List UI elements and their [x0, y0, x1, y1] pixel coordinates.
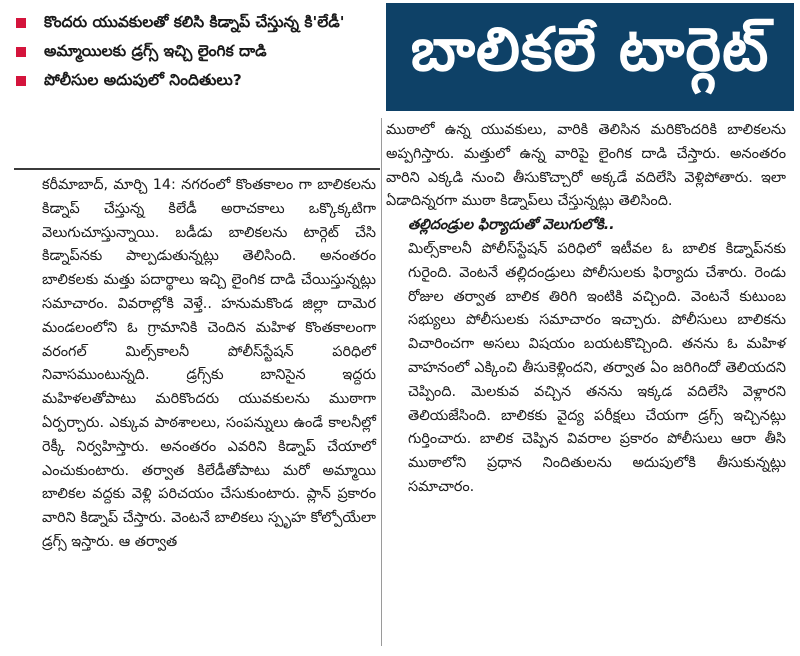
article-paragraph: ముఠాలో ఉన్న యువకులు, వారికి తెలిసిన మరికొందరికి బాలికలను అప్పగిస్తారు. మత్తులో ఉన్న వారిపై లైంగిక దాడి చేస్తారు. అనంతరం వారిని ఎక్కడి నుంచి తీసుకొచ్చారో అక్కడే వదిలేసి వెళ్లిపోతారు. ఇలా ఏడాదిన్నరగా ముఠా కిడ్నాప్‌లు చేస్తున్నట్లు తెలిసింది.	[386, 122, 786, 210]
headline-banner	[386, 3, 794, 111]
highlight-text: కొందరు యువకులతో కలిసి కిడ్నాప్ చేస్తున్న కి'లేడీ'	[44, 13, 345, 31]
article-paragraph: కరీమాబాద్, మార్చి 14: నగరంలో కొంతకాలం గా బాలికలను కిడ్నాప్ చేస్తున్న కిలేడీ అరాచకాలు ఒక్కొక్కటిగా వెలుగుచూస్తున్నాయి. బడీడు బాలికలను టార్గెట్ చేసి కిడ్నాప్‌నకు పాల్పడుతున్నట్లు తెలిసింది. అనంతరం బాలికలకు మత్తు పదార్థాలు ఇచ్చి లైంగిక దాడి చేయిస్తున్నట్లు సమాచారం. వివరాల్లోకి వెళ్తే.. హనుమకొండ జిల్లా దామెర మండలంలోని ఓ గ్రామానికి చెందిన మహిళ కొంతకాలంగా వరంగల్ మిల్స్‌కాలనీ పోలీస్‌స్టేషన్ పరిధిలో నివాసముంటున్నది. డ్రగ్స్‌కు బానిసైన ఇద్దరు మహిళలతోపాటు మరికొందరు యువకులను ముఠాగా ఏర్పర్చారు. ఎక్కువ పాఠశాలలు, సంపన్నులు ఉండే కాలనీల్లో రెక్కీ నిర్వహిస్తారు. అనంతరం ఎవరిని కిడ్నాప్ చేయాలో ఎంచుకుంటారు. తర్వాత కిలేడీతోపాటు మరో అమ్మాయి బాలికల వద్దకు వెళ్లి పరిచయం చేసుకుంటారు. ప్లాన్ ప్రకారం వారిని కిడ్నాప్ చేస్తారు. వెంటనే బాలికలు స్పృహ కోల్పోయేలా డ్రగ్స్ ఇస్తారు. ఆ తర్వాత	[42, 177, 376, 550]
article-paragraph: మిల్స్‌కాలనీ పోలీస్‌స్టేషన్ పరిధిలో ఇటీవల ఓ బాలిక కిడ్నాప్‌నకు గురైంది. వెంటనే తల్లిదండ్రులు పోలీసులకు ఫిర్యాదు చేశారు. రెండు రోజుల తర్వాత బాలిక తిరిగి ఇంటికి వచ్చింది. వెంటనే కుటుంబ సభ్యులు పోలీసులకు సమాచారం ఇచ్చారు. పోలీసులు బాలికను విచారించగా అసలు విషయం బయటకొచ్చింది. తనను ఓ మహిళ వాహనంలో ఎక్కించి తీసుకెళ్లిందని, తర్వాత ఏం జరిగిందో తెలియదని చెప్పింది. మెలకువ వచ్చిన తనను ఇక్కడ వదిలేసి వెళ్లారని తెలియజేసింది. బాలికకు వైద్య పరీక్షలు చేయగా డ్రగ్స్ ఇచ్చినట్లు గుర్తించారు. బాలిక చెప్పిన వివరాల ప్రకారం పోలీసులు ఆరా తీసి ముఠాలోని ప్రధాన నిందితులను అదుపులోకి తీసుకున్నట్లు సమాచారం.	[408, 240, 786, 495]
highlight-text: పోలీసుల అదుపులో నిందితులు?	[44, 71, 242, 89]
divider	[14, 168, 380, 170]
article-column-right	[386, 119, 786, 500]
section-subheading: తల్లిదండ్రుల ఫిర్యాదుతో వెలుగులోకి..	[408, 217, 615, 234]
red-square-bullet-icon	[16, 76, 26, 86]
highlight-item	[14, 39, 379, 64]
highlights-list	[14, 10, 379, 93]
column-divider	[381, 118, 382, 646]
highlight-item	[14, 68, 379, 93]
article-column-left	[20, 174, 376, 555]
highlight-item	[14, 10, 379, 35]
headline: బాలికలే టార్గెట్	[410, 15, 770, 85]
highlight-text: అమ్మాయిలకు డ్రగ్స్ ఇచ్చి లైంగిక దాడి	[44, 42, 267, 60]
red-square-bullet-icon	[16, 47, 26, 57]
red-square-bullet-icon	[16, 18, 26, 28]
